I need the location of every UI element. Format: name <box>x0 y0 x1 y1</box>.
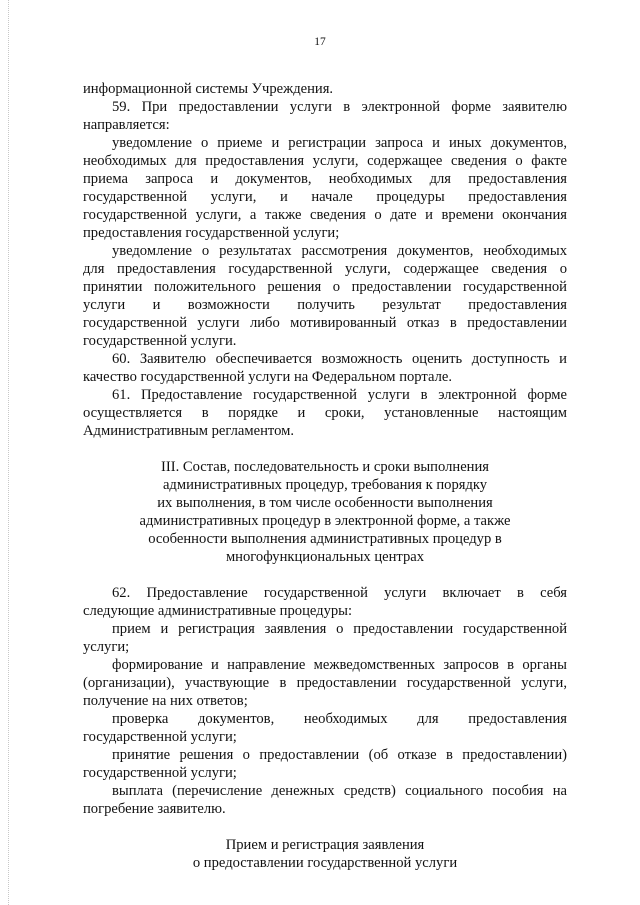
heading-line: III. Состав, последовательность и сроки выполнения <box>160 459 490 475</box>
text-line: 59. При предоставлении услуги в электронной форме заявителю <box>112 99 567 115</box>
text-line: направляется: <box>83 117 170 133</box>
text-line: погребение заявителю. <box>83 801 226 817</box>
heading-line: Прием и регистрация заявления <box>225 837 425 853</box>
text-line: государственной услуги; <box>83 729 237 745</box>
text-line: уведомление о результатах рассмотрения документов, необходимых <box>112 243 567 259</box>
text-line: государственной услуги. <box>83 333 237 349</box>
text-line: Административным регламентом. <box>83 423 295 439</box>
text-line: 62. Предоставление государственной услуги включает в себя <box>112 585 567 601</box>
heading-line: административных процедур в электронной форме, а также <box>139 513 511 529</box>
heading-line: многофункциональных центрах <box>225 549 425 565</box>
heading-line: их выполнения, в том числе особенности выполнения <box>157 495 493 511</box>
text-line: услуги и возможности получить результат предоставления <box>83 297 567 313</box>
text-line: уведомление о приеме и регистрации запроса и иных документов, <box>112 135 567 151</box>
scan-edge <box>8 0 9 905</box>
heading-line: о предоставлении государственной услуги <box>192 855 458 871</box>
text-line: услуги; <box>83 639 130 655</box>
text-line: получение на них ответов; <box>83 693 248 709</box>
text-line: 60. Заявителю обеспечивается возможность оценить доступность и <box>112 351 567 367</box>
text-line: принятии положительного решения о предоставлении государственной <box>83 279 567 295</box>
text-line: прием и регистрация заявления о предоставлении государственной <box>112 621 567 637</box>
text-line: выплата (перечисление денежных средств) социального пособия на <box>112 783 567 799</box>
text-line: качество государственной услуги на Федеральном портале. <box>83 369 452 385</box>
text-line: 61. Предоставление государственной услуги в электронной форме <box>112 387 567 403</box>
text-line: необходимых для предоставления услуги, содержащее сведения о факте <box>83 153 567 169</box>
text-line: для предоставления государственной услуги, содержащее сведения о <box>83 261 567 277</box>
text-line: формирование и направление межведомственных запросов в органы <box>112 657 567 673</box>
text-line: следующие административные процедуры: <box>83 603 353 619</box>
text-line: приема запроса и документов, необходимых для предоставления <box>83 171 567 187</box>
text-line: проверка документов, необходимых для предоставления <box>112 711 567 727</box>
text-line: государственной услуги; <box>83 765 237 781</box>
text-line: государственной услуги, а также сведения о дате и времени окончания <box>83 207 567 223</box>
text-line: (организации), участвующие в предоставлении государственной услуги, <box>83 675 567 691</box>
heading-line: особенности выполнения административных процедур в <box>148 531 502 547</box>
page-number: 17 <box>314 36 326 48</box>
text-line: осуществляется в порядке и сроки, установленные настоящим <box>83 405 567 421</box>
text-line: принятие решения о предоставлении (об отказе в предоставлении) <box>112 747 567 763</box>
text-line: государственной услуги либо мотивированный отказ в предоставлении <box>83 315 567 331</box>
text-line: государственной услуги, и начале процедуры предоставления <box>83 189 567 205</box>
heading-line: административных процедур, требования к порядку <box>162 477 488 493</box>
text-line: информационной системы Учреждения. <box>83 81 334 97</box>
text-line: предоставления государственной услуги; <box>83 225 340 241</box>
